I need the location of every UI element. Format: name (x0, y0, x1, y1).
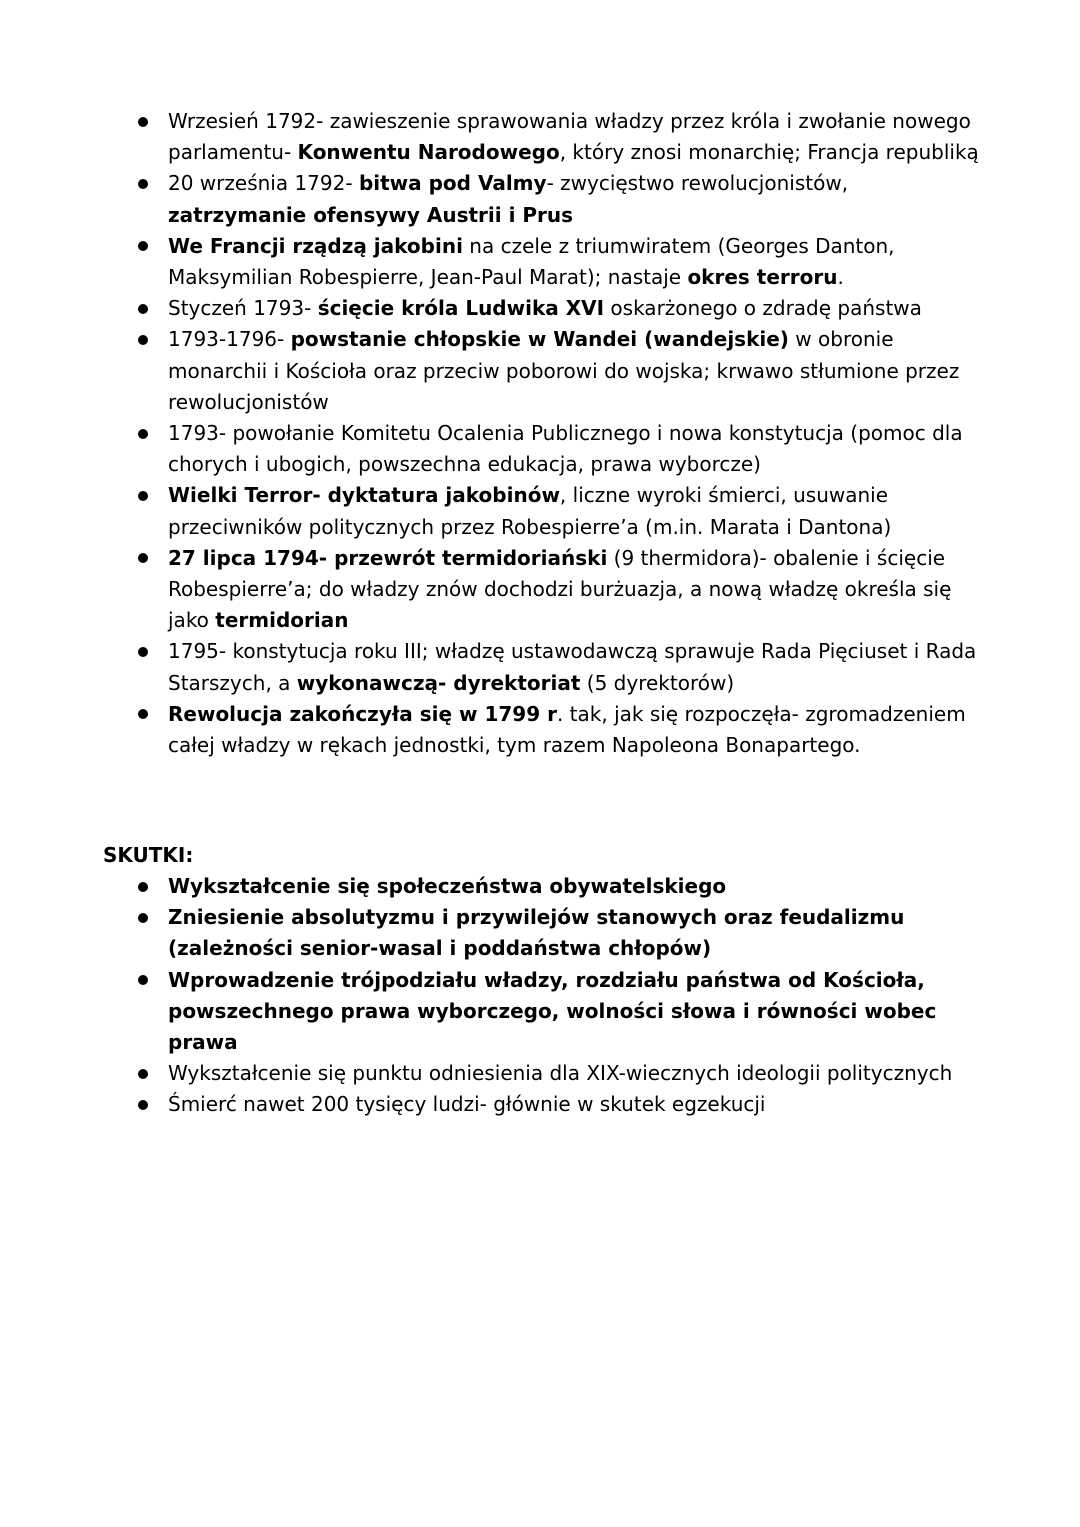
text: Wykształcenie się punktu odniesienia dla XIX-wiecznych ideologii politycznych (168, 1061, 953, 1086)
events-item (168, 543, 988, 637)
bold-text: Zniesienie absolutyzmu i przywilejów stanowych oraz feudalizmu (zależności senior-wasal i poddaństwa chłopów) (168, 905, 905, 961)
bold-text: Wykształcenie się społeczeństwa obywatelskiego (168, 874, 727, 898)
text: (9 thermidora)- obalenie i ścięcie Robespierre’a; do władzy znów dochodzi burżuazja, a nową władzę określa się jako (168, 545, 952, 633)
events-list (168, 106, 988, 761)
bullet-icon (138, 647, 148, 657)
text: w obronie monarchii i Kościoła oraz przeciw poborowi do wojska; krwawo stłumione przez rewolucjonistów (168, 327, 960, 414)
bold-text: We Francji rządzą jakobini (168, 233, 463, 258)
effects-item (168, 1058, 988, 1089)
bullet-icon (138, 117, 148, 127)
effects-heading: SKUTKI: (103, 843, 194, 867)
effects-item (168, 1089, 988, 1120)
events-item (168, 699, 988, 761)
text: (5 dyrektorów) (580, 670, 735, 695)
bold-text: Rewolucja zakończyła się w 1799 r (168, 701, 557, 726)
events-item (168, 480, 988, 542)
bullet-icon (138, 1100, 148, 1110)
events-item (168, 418, 988, 480)
events-item (168, 231, 988, 293)
bold-text: ścięcie króla Ludwika XVI (317, 296, 605, 321)
events-item (168, 636, 988, 698)
bullet-icon (138, 975, 148, 985)
text: . (837, 265, 844, 290)
bold-text: powstanie chłopskie w Wandei (wandejskie) (290, 327, 789, 352)
text: na czele z triumwiratem (Georges Danton, Maksymilian Robespierre, Jean-Paul Marat); nastaje (168, 233, 895, 290)
bullet-icon (138, 241, 148, 251)
bullet-icon (138, 553, 148, 563)
text: - zwycięstwo rewolucjonistów, (546, 171, 849, 196)
effects-item (168, 871, 988, 902)
text: 1795- konstytucja roku III; władzę ustawodawczą sprawuje Rada Pięciuset i Rada Starszych, a (168, 639, 977, 695)
events-item (168, 324, 988, 418)
bold-text: 27 lipca 1794- przewrót termidoriański (168, 545, 608, 570)
bullet-icon (138, 491, 148, 501)
bold-text: bitwa pod Valmy (358, 171, 547, 196)
text: . tak, jak się rozpoczęła- zgromadzeniem całej władzy w rękach jednostki, tym razem Napoleona Bonapartego. (168, 701, 966, 758)
text: oskarżonego o zdradę państwa (604, 296, 922, 321)
text: 20 września 1792- (168, 171, 359, 196)
events-item (168, 168, 988, 230)
text: 1793- powołanie Komitetu Ocalenia Publicznego i nowa konstytucja (pomoc dla chorych i ubogich, powszechna edukacja, prawa wyborcze) (168, 421, 963, 477)
bullet-icon (138, 1069, 148, 1079)
bullet-icon (138, 179, 148, 189)
bold-text: Wielki Terror- dyktatura jakobinów (168, 483, 560, 508)
effects-list (168, 871, 988, 1121)
text: Wrzesień 1792- zawieszenie sprawowania władzy przez króla i zwołanie nowego parlamentu- (168, 109, 971, 165)
events-item (168, 293, 988, 324)
effects-item (168, 902, 988, 964)
effects-item (168, 965, 988, 1059)
text: Śmierć nawet 200 tysięcy ludzi- głównie w skutek egzekucji (168, 1092, 766, 1117)
bullet-icon (138, 429, 148, 439)
bold-text: okres terroru (687, 265, 838, 290)
bullet-icon (138, 304, 148, 314)
bold-text: termidorian (215, 608, 349, 633)
bold-text: wykonawczą- dyrektoriat (296, 670, 581, 695)
bold-text: Konwentu Narodowego (297, 140, 560, 165)
text: , który znosi monarchię; Francja republiką (559, 140, 979, 165)
bullet-icon (138, 335, 148, 345)
bullet-icon (138, 882, 148, 892)
text: 1793-1796- (168, 327, 291, 352)
events-item (168, 106, 988, 168)
bold-text: zatrzymanie ofensywy Austrii i Prus (168, 202, 574, 227)
bullet-icon (138, 913, 148, 923)
bold-text: Wprowadzenie trójpodziału władzy, rozdziału państwa od Kościoła, powszechnego prawa wyborczego, wolności słowa i równości wobec prawa (168, 967, 937, 1055)
text: Styczeń 1793- (168, 296, 318, 321)
bullet-icon (138, 709, 148, 719)
text: , liczne wyroki śmierci, usuwanie przeciwników politycznych przez Robespierre’a (m.in. Marata i Dantona) (168, 483, 892, 539)
